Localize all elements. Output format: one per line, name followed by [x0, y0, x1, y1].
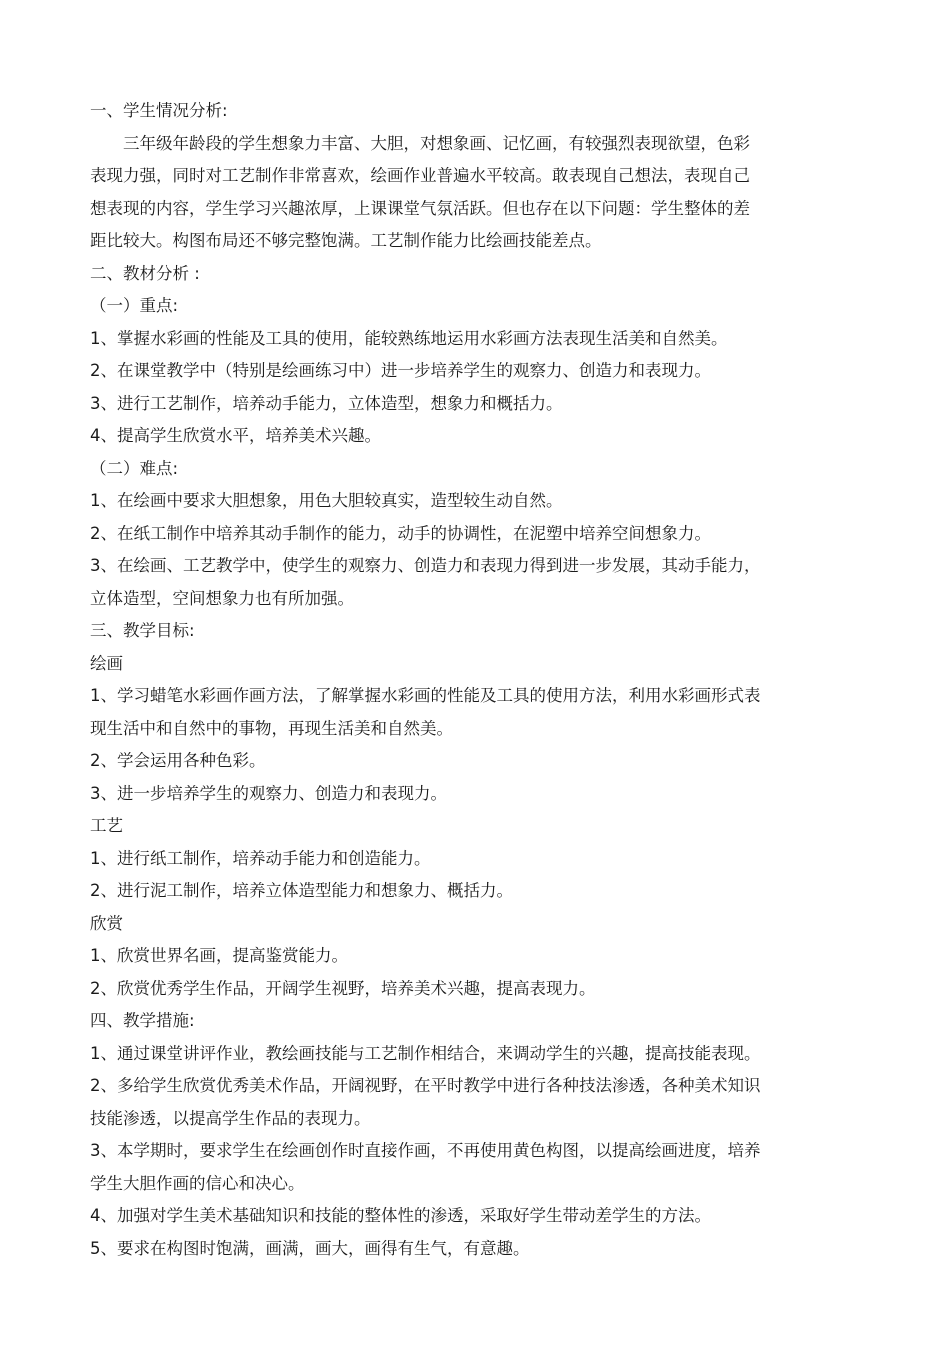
section-1-para-line-1: 三年级年龄段的学生想象力丰富、大胆，对想象画、记忆画，有较强烈表现欲望，色彩	[123, 133, 750, 153]
measure-item-3-line-2: 学生大胆作画的信心和决心。	[90, 1173, 305, 1193]
painting-item-1-line-2: 现生活中和自然中的事物，再现生活美和自然美。	[90, 718, 453, 738]
document-page	[90, 95, 818, 1265]
measure-item-2-line-1: 2、多给学生欣赏优秀美术作品，开阔视野，在平时教学中进行各种技法渗透，各种美术知识	[90, 1076, 761, 1095]
key-point-item: 4、提高学生欣赏水平，培养美术兴趣。	[90, 426, 381, 445]
craft-item: 2、进行泥工制作，培养立体造型能力和想象力、概括力。	[90, 881, 513, 900]
appreciation-item: 1、欣赏世界名画，提高鉴赏能力。	[90, 946, 348, 965]
measure-item-3-line-1: 3、本学期时，要求学生在绘画创作时直接作画，不再使用黄色构图，以提高绘画进度，培养	[90, 1141, 761, 1160]
painting-item: 3、进一步培养学生的观察力、创造力和表现力。	[90, 783, 447, 803]
key-points-heading: （一）重点:	[90, 296, 179, 315]
craft-label: 工艺	[90, 816, 123, 835]
difficulty-item-3-line-1: 3、在绘画、工艺教学中，使学生的观察力、创造力和表现力得到进一步发展，其动手能力，	[90, 556, 761, 575]
section-1-para-line-4: 距比较大。构图布局还不够完整饱满。工艺制作能力比绘画技能差点。	[90, 231, 602, 250]
difficulty-item: 1、在绘画中要求大胆想象，用色大胆较真实，造型较生动自然。	[90, 491, 563, 510]
section-1-para-line-3: 想表现的内容，学生学习兴趣浓厚，上课课堂气氛活跃。但也存在以下问题：学生整体的差	[90, 198, 750, 218]
measure-item-4: 4、加强对学生美术基础知识和技能的整体性的渗透，采取好学生带动差学生的方法。	[90, 1206, 711, 1225]
painting-item-1-line-1: 1、学习蜡笔水彩画作画方法，了解掌握水彩画的性能及工具的使用方法，利用水彩画形式表	[90, 686, 761, 705]
key-point-item: 2、在课堂教学中（特别是绘画练习中）进一步培养学生的观察力、创造力和表现力。	[90, 361, 711, 380]
measure-item-1: 1、通过课堂讲评作业，教绘画技能与工艺制作相结合，来调动学生的兴趣，提高技能表现。	[90, 1043, 761, 1063]
section-1-para-line-2: 表现力强，同时对工艺制作非常喜欢，绘画作业普遍水平较高。敢表现自己想法，表现自己	[90, 166, 750, 185]
difficulty-item-3-line-2: 立体造型，空间想象力也有所加强。	[90, 588, 354, 608]
craft-item: 1、进行纸工制作，培养动手能力和创造能力。	[90, 848, 431, 868]
difficulties-heading: （二）难点:	[90, 458, 179, 478]
section-2-heading: 二、教材分析 :	[90, 263, 200, 283]
painting-label: 绘画	[90, 653, 123, 673]
appreciation-label: 欣赏	[90, 913, 123, 933]
section-3-heading: 三、教学目标:	[90, 621, 195, 640]
section-1-heading: 一、学生情况分析:	[90, 101, 228, 120]
painting-item: 2、学会运用各种色彩。	[90, 751, 266, 770]
key-point-item: 1、掌握水彩画的性能及工具的使用，能较熟练地运用水彩画方法表现生活美和自然美。	[90, 328, 728, 348]
measure-item-2-line-2: 技能渗透，以提高学生作品的表现力。	[90, 1108, 371, 1128]
measure-item-5: 5、要求在构图时饱满，画满，画大，画得有生气，有意趣。	[90, 1238, 530, 1258]
appreciation-item: 2、欣赏优秀学生作品，开阔学生视野，培养美术兴趣，提高表现力。	[90, 978, 596, 998]
section-4-heading: 四、教学措施:	[90, 1011, 195, 1030]
key-point-item: 3、进行工艺制作，培养动手能力，立体造型，想象力和概括力。	[90, 393, 563, 413]
difficulty-item: 2、在纸工制作中培养其动手制作的能力，动手的协调性，在泥塑中培养空间想象力。	[90, 523, 711, 543]
